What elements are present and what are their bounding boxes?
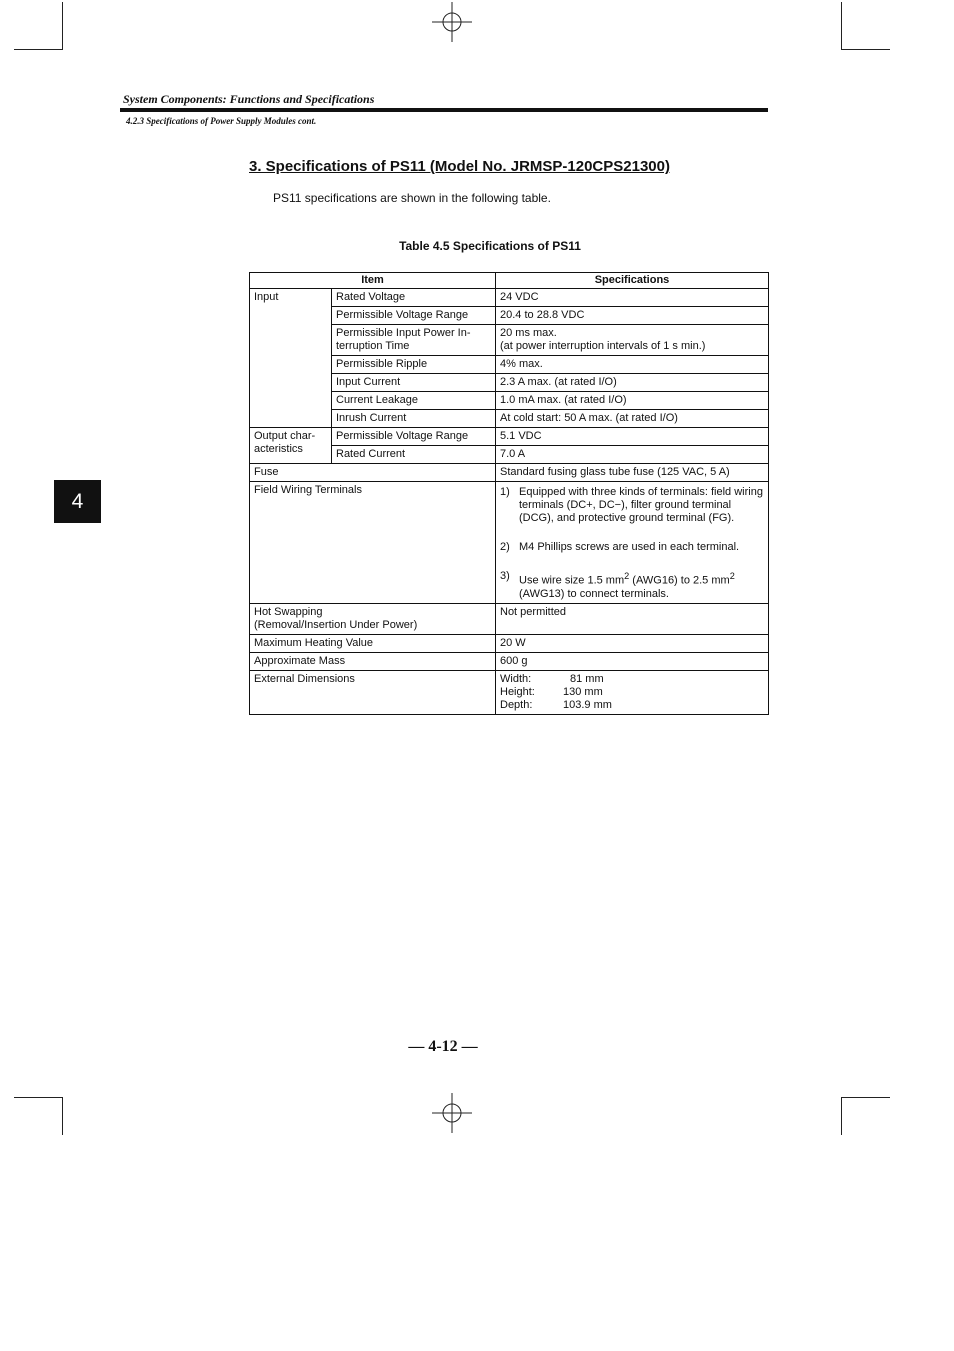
row-label: Rated Current [332, 446, 496, 464]
field-wiring-list [500, 486, 764, 601]
table-row [250, 670, 769, 714]
row-value: 20.4 to 28.8 VDC [496, 307, 769, 325]
row-label: Rated Voltage [332, 289, 496, 307]
row-label: Input Current [332, 374, 496, 392]
table-header-row [250, 273, 769, 289]
crop-mark [14, 49, 63, 50]
row-value-line: 20 ms max. [500, 327, 557, 339]
dimension-label: Depth: [500, 698, 533, 711]
header-rule [120, 108, 768, 112]
table-caption: Table 4.5 Specifications of PS11 [399, 239, 581, 253]
dimension-depth [500, 699, 764, 712]
row-value: Not permitted [496, 603, 769, 634]
crop-mark [841, 2, 842, 50]
list-item-text: (AWG13) to connect terminals. [519, 587, 669, 600]
crop-mark [841, 49, 890, 50]
row-label: External Dimensions [250, 670, 496, 714]
crop-mark [14, 1097, 63, 1098]
dimension-value: 81 mm [570, 672, 604, 685]
list-item-text: Equipped with three kinds of terminals: field wiring terminals (DC+, DC−), filter ground terminal (DCG), and protective ground terminal (FG). [519, 486, 763, 524]
sub-head: 4.2.3 Specifications of Power Supply Modules cont. [126, 116, 317, 126]
specifications-table [249, 272, 769, 715]
row-label-line: (Removal/Insertion Under Power) [254, 618, 418, 631]
row-label: Inrush Current [332, 410, 496, 428]
row-value [496, 482, 769, 604]
row-value: 7.0 A [496, 446, 769, 464]
row-label: Permissible Ripple [332, 356, 496, 374]
superscript: 2 [729, 571, 735, 581]
dimension-height [500, 686, 764, 699]
table-row [250, 428, 769, 446]
crop-mark [841, 1097, 890, 1098]
row-label: Permissible Voltage Range [332, 428, 496, 446]
crop-mark [841, 1097, 842, 1135]
dimension-label: Width: [500, 672, 532, 685]
row-value: 1.0 mA max. (at rated I/O) [496, 392, 769, 410]
specifications-header: Specifications [496, 273, 769, 289]
row-value: 4% max. [496, 356, 769, 374]
intro-text: PS11 specifications are shown in the following table. [273, 191, 551, 205]
chapter-tab: 4 [54, 480, 101, 523]
row-value: 20 W [496, 634, 769, 652]
section-title: 3. Specifications of PS11 (Model No. JRMSP-120CPS21300) [249, 158, 670, 175]
row-label: Field Wiring Terminals [250, 482, 496, 604]
row-value [496, 670, 769, 714]
list-item-number: 3) [500, 570, 510, 582]
running-head: System Components: Functions and Specifications [123, 92, 375, 106]
dimension-value: 103.9 mm [563, 698, 612, 711]
row-label: Permissible Voltage Range [332, 307, 496, 325]
input-group-label: Input [250, 289, 332, 428]
item-header: Item [250, 273, 496, 289]
list-item [500, 570, 764, 601]
superscript: 2 [624, 571, 630, 581]
row-label [250, 603, 496, 634]
registration-mark-icon [432, 2, 472, 42]
row-label: Permissible Input Power In-terruption Time [332, 325, 496, 356]
row-value: 5.1 VDC [496, 428, 769, 446]
list-item [500, 486, 764, 525]
row-value: 2.3 A max. (at rated I/O) [496, 374, 769, 392]
list-item-text: Use wire size 1.5 mm [519, 574, 625, 587]
row-label: Approximate Mass [250, 652, 496, 670]
registration-mark-icon [432, 1093, 472, 1133]
list-item-text: (AWG16) to 2.5 mm [629, 574, 730, 587]
dimension-label: Height: [500, 685, 535, 698]
row-value: Standard fusing glass tube fuse (125 VAC, 5 A) [496, 464, 769, 482]
dimension-value: 130 mm [563, 685, 603, 698]
table-row [250, 464, 769, 482]
dimension-width [500, 673, 764, 686]
table-row [250, 482, 769, 604]
list-item [500, 541, 764, 554]
row-value: 600 g [496, 652, 769, 670]
row-label: Maximum Heating Value [250, 634, 496, 652]
page-number: — 4-12 — [408, 1038, 478, 1055]
row-label: Fuse [250, 464, 496, 482]
row-value [496, 325, 769, 356]
row-value: 24 VDC [496, 289, 769, 307]
row-label-line: Hot Swapping [254, 605, 323, 618]
table-row [250, 652, 769, 670]
row-label: Current Leakage [332, 392, 496, 410]
list-item-number: 2) [500, 541, 510, 553]
output-group-label: Output char-acteristics [250, 428, 332, 464]
row-value: At cold start: 50 A max. (at rated I/O) [496, 410, 769, 428]
row-value-line: (at power interruption intervals of 1 s min.) [500, 340, 706, 352]
list-item-number: 1) [500, 486, 510, 498]
list-item-text: M4 Phillips screws are used in each terminal. [519, 541, 740, 553]
table-row [250, 634, 769, 652]
crop-mark [62, 1097, 63, 1135]
crop-mark [62, 2, 63, 50]
table-row [250, 603, 769, 634]
table-row [250, 289, 769, 307]
